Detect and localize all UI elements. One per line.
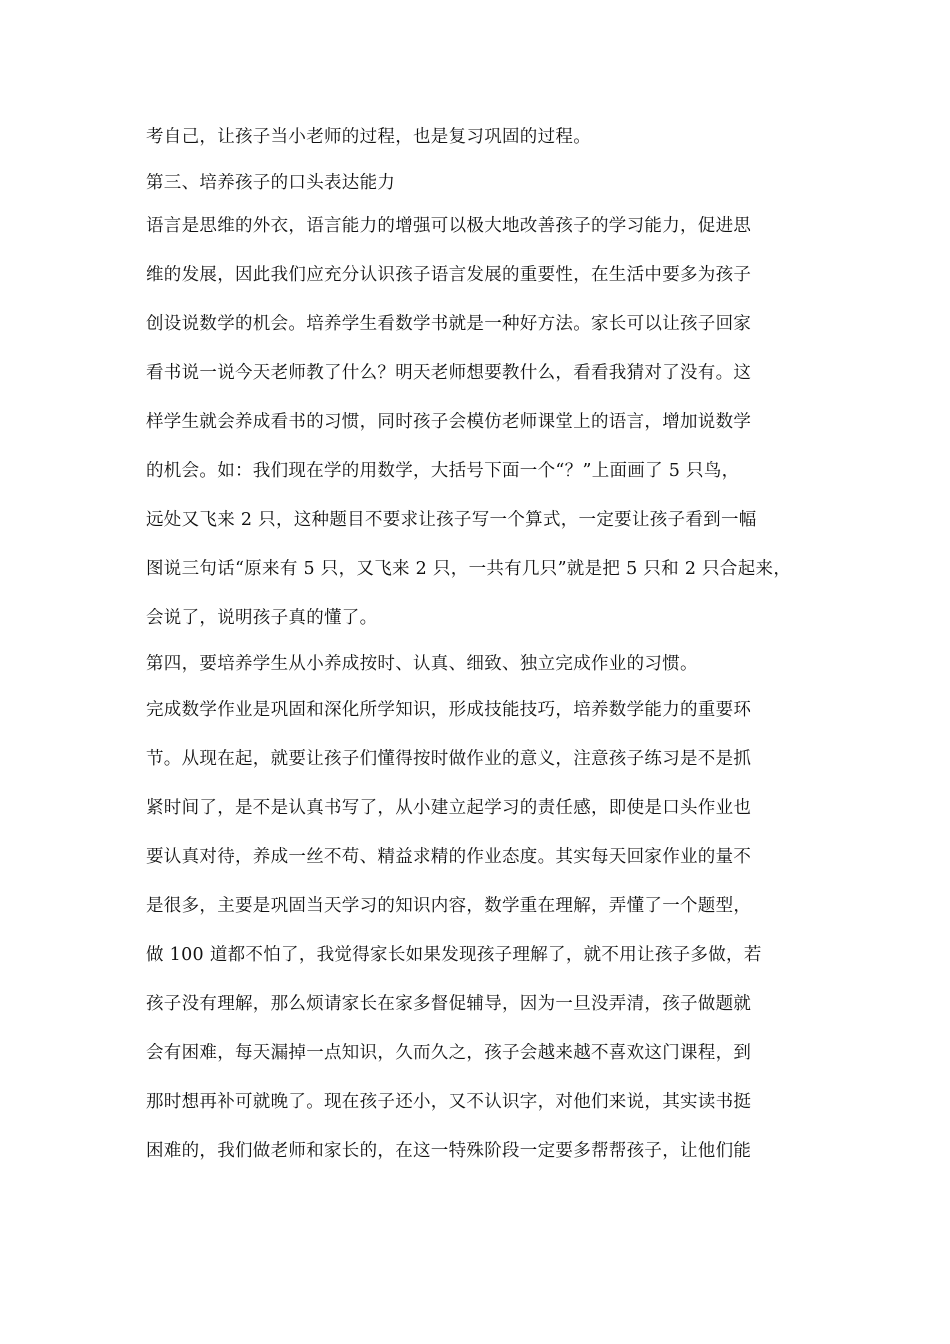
text-line: 完成数学作业是巩固和深化所学知识，形成技能技巧，培养数学能力的重要环 [146,700,752,720]
text-line: 创设说数学的机会。培养学生看数学书就是一种好方法。家长可以让孩子回家 [146,314,752,334]
text-line: 维的发展，因此我们应充分认识孩子语言发展的重要性，在生活中要多为孩子 [146,265,752,285]
text-line: 语言是思维的外衣，语言能力的增强可以极大地改善孩子的学习能力，促进思 [146,216,752,236]
section-heading: 第四，要培养学生从小养成按时、认真、细致、独立完成作业的习惯。 [146,654,698,674]
text-line: 做 100 道都不怕了，我觉得家长如果发现孩子理解了，就不用让孩子多做，若 [146,945,762,965]
section-heading: 第三、培养孩子的口头表达能力 [146,173,396,193]
text-line: 紧时间了，是不是认真书写了，从小建立起学习的责任感，即使是口头作业也 [146,798,752,818]
text-line: 的机会。如：我们现在学的用数学，大括号下面一个“？”上面画了 5 只鸟， [146,461,740,481]
text-line: 孩子没有理解，那么烦请家长在家多督促辅导，因为一旦没弄清，孩子做题就 [146,994,752,1014]
text-line: 困难的，我们做老师和家长的，在这一特殊阶段一定要多帮帮孩子，让他们能 [146,1141,752,1161]
text-line: 会有困难，每天漏掉一点知识，久而久之，孩子会越来越不喜欢这门课程，到 [146,1043,752,1063]
text-line: 样学生就会养成看书的习惯，同时孩子会模仿老师课堂上的语言，增加说数学 [146,412,752,432]
text-line: 看书说一说今天老师教了什么？明天老师想要教什么，看看我猜对了没有。这 [146,363,752,383]
text-line: 远处又飞来 2 只，这种题目不要求让孩子写一个算式，一定要让孩子看到一幅 [146,510,757,530]
text-line: 要认真对待，养成一丝不苟、精益求精的作业态度。其实每天回家作业的量不 [146,847,752,867]
text-line: 会说了，说明孩子真的懂了。 [146,608,378,628]
text-line: 是很多，主要是巩固当天学习的知识内容，数学重在理解，弄懂了一个题型， [146,896,752,916]
text-line: 图说三句话“原来有 5 只，又飞来 2 只，一共有几只”就是把 5 只和 2 只合起来， [146,559,792,579]
text-line: 考自己，让孩子当小老师的过程，也是复习巩固的过程。 [146,127,591,147]
text-line: 那时想再补可就晚了。现在孩子还小，又不认识字，对他们来说，其实读书挺 [146,1092,752,1112]
text-line: 节。从现在起，就要让孩子们懂得按时做作业的意义，注意孩子练习是不是抓 [146,749,752,769]
